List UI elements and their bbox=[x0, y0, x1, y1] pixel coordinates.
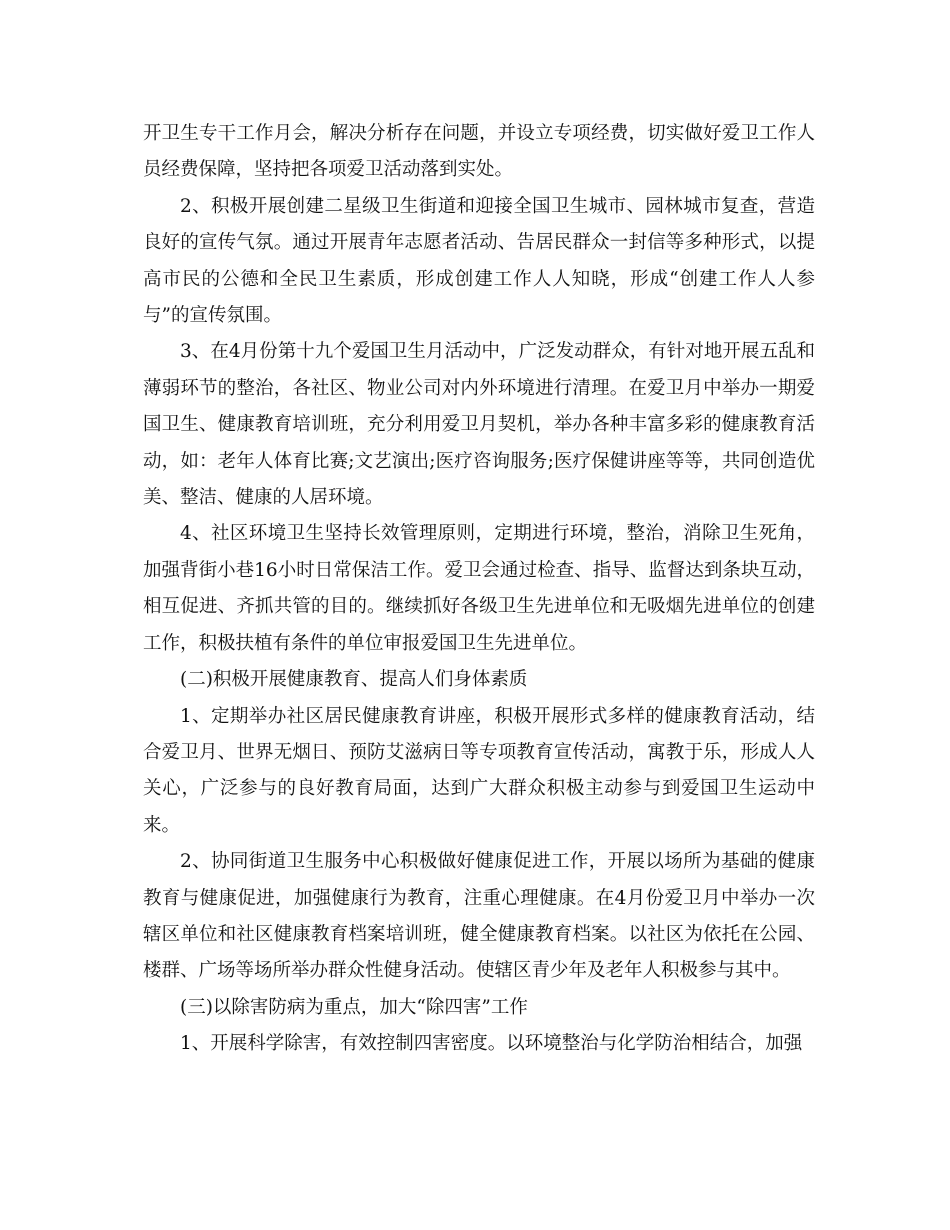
section-heading-3: (三)以除害防病为重点，加大“除四害”工作 bbox=[180, 996, 528, 1018]
paragraph-item-2: 2、积极开展创建二星级卫生街道和迎接全国卫生城市、园林城市复查，营造良好的宣传气氛。通过开展青年志愿者活动、告居民群众一封信等多种形式，以提高市民的公德和全民卫生素质，形成创建工作人人知晓，形成“创建工作人人参与”的宣传氛围。 bbox=[143, 195, 815, 327]
paragraph-item-3: 3、在4月份第十九个爱国卫生月活动中，广泛发动群众，有针对地开展五乱和薄弱环节的整治，各社区、物业公司对内外环境进行清理。在爱卫月中举办一期爱国卫生、健康教育培训班，充分利用爱卫月契机，举办各种丰富多彩的健康教育活动，如：老年人体育比赛;文艺演出;医疗咨询服务;医疗保健讲座等等，共同创造优美、整洁、健康的人居环境。 bbox=[143, 341, 815, 509]
paragraph-section2-item-1: 1、定期举办社区居民健康教育讲座，积极开展形式多样的健康教育活动，结合爱卫月、世界无烟日、预防艾滋病日等专项教育宣传活动，寓教于乐，形成人人关心，广泛参与的良好教育局面，达到广大群众积极主动参与到爱国卫生运动中来。 bbox=[143, 705, 815, 836]
paragraph-section2-item-2: 2、协同街道卫生服务中心积极做好健康促进工作，开展以场所为基础的健康教育与健康促进，加强健康行为教育，注重心理健康。在4月份爱卫月中举办一次辖区单位和社区健康教育档案培训班，健全健康教育档案。以社区为依托在公园、楼群、广场等场所举办群众性健身活动。使辖区青少年及老年人积极参与其中。 bbox=[143, 851, 815, 982]
section-heading-2: (二)积极开展健康教育、提高人们身体素质 bbox=[180, 669, 528, 691]
paragraph-item-4: 4、社区环境卫生坚持长效管理原则，定期进行环境，整治，消除卫生死角，加强背街小巷16小时日常保洁工作。爱卫会通过检查、指导、监督达到条块互动，相互促进、齐抓共管的目的。继续抓好各级卫生先进单位和无吸烟先进单位的创建工作，积极扶植有条件的单位审报爱国卫生先进单位。 bbox=[143, 523, 815, 654]
paragraph-section3-item-1: 1、开展科学除害，有效控制四害密度。以环境整治与化学防治相结合，加强 bbox=[180, 1033, 803, 1055]
paragraph-continuation: 开卫生专干工作月会，解决分析存在问题，并设立专项经费，切实做好爱卫工作人员经费保障，坚持把各项爱卫活动落到实处。 bbox=[143, 123, 815, 181]
document-body bbox=[143, 116, 815, 1063]
